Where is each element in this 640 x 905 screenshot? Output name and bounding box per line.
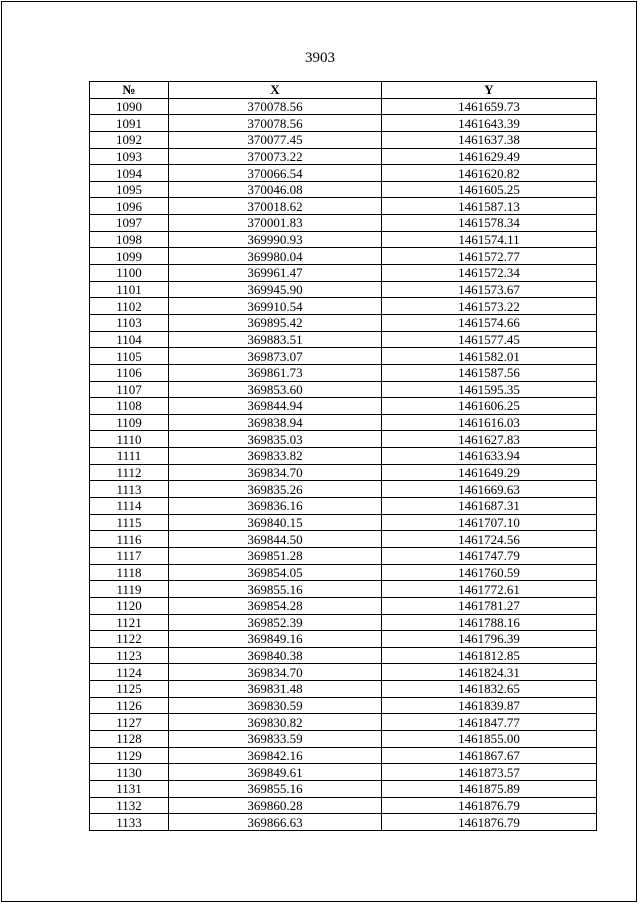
cell-y: 1461627.83 <box>382 431 597 448</box>
cell-number: 1130 <box>90 764 169 781</box>
cell-y: 1461772.61 <box>382 581 597 598</box>
cell-x: 369980.04 <box>169 248 382 265</box>
cell-y: 1461781.27 <box>382 597 597 614</box>
cell-x: 369844.50 <box>169 531 382 548</box>
cell-number: 1103 <box>90 314 169 331</box>
cell-number: 1099 <box>90 248 169 265</box>
table-row <box>90 115 597 132</box>
cell-x: 369833.59 <box>169 730 382 747</box>
cell-y: 1461659.73 <box>382 98 597 115</box>
cell-number: 1131 <box>90 780 169 797</box>
cell-x: 369838.94 <box>169 414 382 431</box>
cell-number: 1105 <box>90 348 169 365</box>
table-row <box>90 697 597 714</box>
cell-x: 369866.63 <box>169 814 382 831</box>
cell-x: 369873.07 <box>169 348 382 365</box>
cell-x: 370078.56 <box>169 98 382 115</box>
table-body <box>90 98 597 830</box>
cell-number: 1104 <box>90 331 169 348</box>
cell-y: 1461867.67 <box>382 747 597 764</box>
cell-y: 1461574.11 <box>382 231 597 248</box>
cell-x: 369830.82 <box>169 714 382 731</box>
cell-number: 1111 <box>90 448 169 465</box>
table-row <box>90 747 597 764</box>
cell-number: 1109 <box>90 414 169 431</box>
cell-number: 1133 <box>90 814 169 831</box>
cell-y: 1461824.31 <box>382 664 597 681</box>
table-row <box>90 414 597 431</box>
table-row <box>90 265 597 282</box>
header-x: X <box>169 82 382 99</box>
cell-y: 1461812.85 <box>382 647 597 664</box>
table-row <box>90 331 597 348</box>
cell-y: 1461637.38 <box>382 131 597 148</box>
cell-number: 1094 <box>90 165 169 182</box>
cell-number: 1120 <box>90 597 169 614</box>
cell-y: 1461832.65 <box>382 681 597 698</box>
cell-y: 1461669.63 <box>382 481 597 498</box>
cell-x: 369830.59 <box>169 697 382 714</box>
cell-x: 370078.56 <box>169 115 382 132</box>
cell-x: 370018.62 <box>169 198 382 215</box>
table-row <box>90 631 597 648</box>
coordinates-table <box>89 81 597 831</box>
table-row <box>90 464 597 481</box>
table-row <box>90 647 597 664</box>
cell-x: 369910.54 <box>169 298 382 315</box>
cell-x: 370066.54 <box>169 165 382 182</box>
cell-x: 369855.16 <box>169 581 382 598</box>
cell-number: 1100 <box>90 265 169 282</box>
cell-y: 1461724.56 <box>382 531 597 548</box>
table-row <box>90 181 597 198</box>
cell-x: 369860.28 <box>169 797 382 814</box>
cell-y: 1461876.79 <box>382 814 597 831</box>
cell-y: 1461847.77 <box>382 714 597 731</box>
cell-y: 1461629.49 <box>382 148 597 165</box>
cell-x: 369836.16 <box>169 498 382 515</box>
cell-y: 1461577.45 <box>382 331 597 348</box>
table-row <box>90 597 597 614</box>
cell-y: 1461587.56 <box>382 364 597 381</box>
cell-y: 1461707.10 <box>382 514 597 531</box>
table-row <box>90 431 597 448</box>
cell-y: 1461572.77 <box>382 248 597 265</box>
cell-x: 369945.90 <box>169 281 382 298</box>
cell-number: 1114 <box>90 498 169 515</box>
cell-number: 1102 <box>90 298 169 315</box>
cell-y: 1461687.31 <box>382 498 597 515</box>
cell-x: 369961.47 <box>169 265 382 282</box>
cell-y: 1461796.39 <box>382 631 597 648</box>
cell-y: 1461605.25 <box>382 181 597 198</box>
cell-y: 1461747.79 <box>382 547 597 564</box>
cell-y: 1461633.94 <box>382 448 597 465</box>
cell-number: 1123 <box>90 647 169 664</box>
cell-y: 1461587.13 <box>382 198 597 215</box>
table-row <box>90 231 597 248</box>
cell-number: 1126 <box>90 697 169 714</box>
table-row <box>90 564 597 581</box>
cell-y: 1461578.34 <box>382 215 597 232</box>
table-row <box>90 131 597 148</box>
table-row <box>90 364 597 381</box>
cell-x: 369883.51 <box>169 331 382 348</box>
table-row <box>90 531 597 548</box>
cell-x: 370077.45 <box>169 131 382 148</box>
cell-x: 369834.70 <box>169 464 382 481</box>
cell-number: 1097 <box>90 215 169 232</box>
cell-number: 1101 <box>90 281 169 298</box>
table-row <box>90 165 597 182</box>
table-row <box>90 148 597 165</box>
cell-y: 1461760.59 <box>382 564 597 581</box>
cell-number: 1106 <box>90 364 169 381</box>
cell-y: 1461616.03 <box>382 414 597 431</box>
header-number: № <box>90 82 169 99</box>
cell-number: 1117 <box>90 547 169 564</box>
cell-x: 369835.26 <box>169 481 382 498</box>
table-row <box>90 730 597 747</box>
cell-x: 369851.28 <box>169 547 382 564</box>
cell-y: 1461606.25 <box>382 398 597 415</box>
table-row <box>90 298 597 315</box>
cell-number: 1108 <box>90 398 169 415</box>
table-row <box>90 348 597 365</box>
cell-number: 1093 <box>90 148 169 165</box>
table-row <box>90 764 597 781</box>
cell-x: 369855.16 <box>169 780 382 797</box>
cell-y: 1461788.16 <box>382 614 597 631</box>
cell-x: 369849.16 <box>169 631 382 648</box>
cell-y: 1461572.34 <box>382 265 597 282</box>
table-row <box>90 381 597 398</box>
cell-x: 369861.73 <box>169 364 382 381</box>
cell-x: 370073.22 <box>169 148 382 165</box>
cell-x: 369895.42 <box>169 314 382 331</box>
table-row <box>90 281 597 298</box>
cell-y: 1461875.89 <box>382 780 597 797</box>
cell-y: 1461573.67 <box>382 281 597 298</box>
cell-number: 1116 <box>90 531 169 548</box>
table-row <box>90 398 597 415</box>
cell-x: 369844.94 <box>169 398 382 415</box>
cell-number: 1110 <box>90 431 169 448</box>
cell-number: 1096 <box>90 198 169 215</box>
cell-number: 1121 <box>90 614 169 631</box>
cell-number: 1122 <box>90 631 169 648</box>
table-row <box>90 314 597 331</box>
cell-x: 370046.08 <box>169 181 382 198</box>
cell-x: 369831.48 <box>169 681 382 698</box>
cell-x: 369854.28 <box>169 597 382 614</box>
table-row <box>90 448 597 465</box>
table-row <box>90 215 597 232</box>
cell-number: 1132 <box>90 797 169 814</box>
table-row <box>90 248 597 265</box>
cell-number: 1115 <box>90 514 169 531</box>
cell-number: 1129 <box>90 747 169 764</box>
header-y: Y <box>382 82 597 99</box>
cell-number: 1107 <box>90 381 169 398</box>
cell-number: 1113 <box>90 481 169 498</box>
table-row <box>90 581 597 598</box>
table-row <box>90 547 597 564</box>
cell-number: 1095 <box>90 181 169 198</box>
cell-number: 1118 <box>90 564 169 581</box>
table-row <box>90 664 597 681</box>
cell-y: 1461620.82 <box>382 165 597 182</box>
cell-y: 1461855.00 <box>382 730 597 747</box>
cell-x: 369854.05 <box>169 564 382 581</box>
cell-y: 1461873.57 <box>382 764 597 781</box>
table-row <box>90 514 597 531</box>
cell-x: 369853.60 <box>169 381 382 398</box>
cell-x: 369835.03 <box>169 431 382 448</box>
cell-x: 370001.83 <box>169 215 382 232</box>
cell-number: 1098 <box>90 231 169 248</box>
cell-number: 1119 <box>90 581 169 598</box>
table-row <box>90 498 597 515</box>
table-row <box>90 98 597 115</box>
cell-number: 1090 <box>90 98 169 115</box>
cell-number: 1091 <box>90 115 169 132</box>
cell-number: 1124 <box>90 664 169 681</box>
table-row <box>90 481 597 498</box>
cell-x: 369840.15 <box>169 514 382 531</box>
cell-x: 369842.16 <box>169 747 382 764</box>
cell-x: 369840.38 <box>169 647 382 664</box>
cell-x: 369833.82 <box>169 448 382 465</box>
table-row <box>90 198 597 215</box>
table-row <box>90 681 597 698</box>
cell-number: 1112 <box>90 464 169 481</box>
cell-y: 1461649.29 <box>382 464 597 481</box>
cell-x: 369834.70 <box>169 664 382 681</box>
cell-x: 369852.39 <box>169 614 382 631</box>
table-row <box>90 714 597 731</box>
cell-y: 1461839.87 <box>382 697 597 714</box>
cell-x: 369849.61 <box>169 764 382 781</box>
cell-number: 1127 <box>90 714 169 731</box>
page-number: 3903 <box>305 50 335 66</box>
cell-number: 1125 <box>90 681 169 698</box>
cell-y: 1461573.22 <box>382 298 597 315</box>
cell-y: 1461643.39 <box>382 115 597 132</box>
cell-y: 1461595.35 <box>382 381 597 398</box>
cell-y: 1461582.01 <box>382 348 597 365</box>
table-row <box>90 614 597 631</box>
cell-number: 1128 <box>90 730 169 747</box>
table-row <box>90 814 597 831</box>
cell-y: 1461876.79 <box>382 797 597 814</box>
cell-y: 1461574.66 <box>382 314 597 331</box>
table-row <box>90 797 597 814</box>
table-row <box>90 780 597 797</box>
cell-number: 1092 <box>90 131 169 148</box>
cell-x: 369990.93 <box>169 231 382 248</box>
table-header-row <box>90 82 597 99</box>
